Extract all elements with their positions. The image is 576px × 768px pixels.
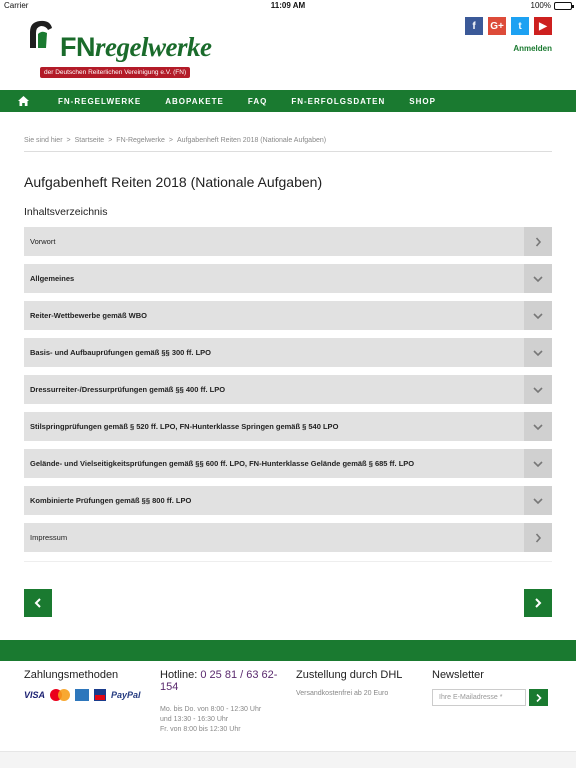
status-time: 11:09 AM: [270, 1, 306, 10]
toc-toggle-button[interactable]: [524, 449, 552, 478]
logo-subtitle: der Deutschen Reiterlichen Vereinigung e.V. (FN): [40, 67, 190, 78]
footer-band: [0, 640, 576, 661]
nav-shop[interactable]: SHOP: [409, 96, 436, 106]
payment-logos: [24, 689, 149, 701]
chevron-down-icon: [533, 311, 543, 321]
toc-item[interactable]: [24, 523, 552, 552]
horse-head-icon: [24, 18, 58, 52]
payment-section: [24, 669, 149, 701]
toc-item[interactable]: [24, 227, 552, 256]
visa-icon: VISA: [24, 690, 46, 700]
chevron-down-icon: [533, 385, 543, 395]
toc-toggle-button[interactable]: [524, 227, 552, 256]
chevron-down-icon: [533, 348, 543, 358]
nav-fn-regelwerke[interactable]: FN-REGELWERKE: [58, 96, 142, 106]
payment-title: Zahlungsmethoden: [24, 669, 119, 681]
newsletter-section: [432, 669, 557, 706]
newsletter-submit-button[interactable]: [529, 689, 548, 706]
hotline-title: Hotline: 0 25 81 / 63 62-154: [160, 669, 278, 693]
toc-item[interactable]: [24, 338, 552, 367]
chevron-down-icon: [533, 274, 543, 284]
breadcrumb-startseite[interactable]: Startseite: [74, 137, 105, 144]
newsletter-title: Newsletter: [432, 669, 484, 681]
newsletter-email-input[interactable]: Ihre E-Mailadresse *: [432, 689, 526, 706]
paypal-icon: PayPal: [111, 690, 141, 700]
toc-toggle-button[interactable]: [524, 338, 552, 367]
toc-item-label: Impressum: [30, 533, 68, 542]
toc-item[interactable]: [24, 449, 552, 478]
toc-accordion: [24, 227, 552, 560]
main-nav: [0, 90, 576, 112]
nav-home[interactable]: [0, 90, 46, 112]
toc-item[interactable]: [24, 301, 552, 330]
breadcrumb-current: Aufgabenheft Reiten 2018 (Nationale Aufgaben): [177, 137, 327, 144]
chevron-down-icon: [533, 459, 543, 469]
mastercard-icon: [50, 689, 70, 701]
nav-faq[interactable]: FAQ: [247, 96, 268, 106]
hotline-hours: Mo. bis Do. von 8:00 - 12:30 Uhr und 13:30 - 16:30 Uhr Fr. von 8:00 bis 12:30 Uhr: [160, 706, 262, 733]
chevron-down-icon: [533, 496, 543, 506]
footer-bottom-strip: [0, 751, 576, 768]
shipping-section: [296, 669, 421, 699]
breadcrumb: [24, 137, 326, 144]
toc-item[interactable]: [24, 264, 552, 293]
nav-abopakete[interactable]: ABOPAKETE: [165, 96, 224, 106]
breadcrumb-separator: >: [168, 137, 174, 144]
toc-toggle-button[interactable]: [524, 301, 552, 330]
battery-indicator: [531, 1, 572, 10]
shipping-text: Versandkostenfrei ab 20 Euro: [296, 690, 389, 697]
toc-toggle-button[interactable]: [524, 412, 552, 441]
hotline-number[interactable]: 0 25 81 / 63 62-154: [160, 669, 278, 693]
toc-item-label: Stilspringprüfungen gemäß § 520 ff. LPO, FN-Hunterklasse Springen gemäß § 540 LPO: [30, 422, 339, 431]
chevron-down-icon: [533, 422, 543, 432]
toc-toggle-button[interactable]: [524, 375, 552, 404]
prev-page-button[interactable]: [24, 589, 52, 617]
nav-fn-erfolgsdaten[interactable]: FN-ERFOLGSDATEN: [291, 96, 386, 106]
toc-toggle-button[interactable]: [524, 264, 552, 293]
toc-item-label: Allgemeines: [30, 274, 75, 283]
youtube-icon[interactable]: ▶: [534, 17, 552, 35]
amex-icon: [75, 689, 89, 701]
toc-toggle-button[interactable]: [524, 523, 552, 552]
chevron-right-icon: [534, 533, 542, 543]
breadcrumb-label: Sie sind hier: [24, 137, 63, 144]
social-links: [465, 17, 552, 35]
toc-item-label: Basis- und Aufbauprüfungen gemäß §§ 300 ff. LPO: [30, 348, 211, 357]
chevron-left-icon: [34, 598, 42, 608]
toc-item-label: Vorwort: [30, 237, 56, 246]
toc-item-label: Reiter-Wettbewerbe gemäß WBO: [30, 311, 147, 320]
facebook-icon[interactable]: f: [465, 17, 483, 35]
site-logo[interactable]: [24, 18, 212, 82]
toc-item-label: Dressurreiter-/Dressurprüfungen gemäß §§ 400 ff. LPO: [30, 385, 226, 394]
battery-icon: [554, 2, 572, 10]
logo-wordmark: FNregelwerke: [60, 32, 212, 62]
page-title: Aufgabenheft Reiten 2018 (Nationale Aufgaben): [24, 174, 323, 190]
breadcrumb-separator: >: [66, 137, 71, 144]
chevron-right-icon: [534, 237, 542, 247]
status-bar: [0, 0, 576, 12]
google-plus-icon[interactable]: G+: [488, 17, 506, 35]
toc-item-label: Kombinierte Prüfungen gemäß §§ 800 ff. LPO: [30, 496, 192, 505]
toc-item[interactable]: [24, 412, 552, 441]
chevron-right-icon: [536, 694, 542, 702]
login-link[interactable]: Anmelden: [513, 44, 552, 53]
site-header: [0, 12, 576, 90]
toc-heading: Inhaltsverzeichnis: [24, 206, 108, 218]
battery-percent: 100%: [530, 1, 551, 10]
divider: [24, 151, 552, 152]
carrier-label: Carrier: [4, 1, 29, 10]
breadcrumb-separator: >: [108, 137, 113, 144]
twitter-icon[interactable]: t: [511, 17, 529, 35]
chevron-right-icon: [534, 598, 542, 608]
toc-item-label: Gelände- und Vielseitigkeitsprüfungen gemäß §§ 600 ff. LPO, FN-Hunterklasse Gelände gemäß § 685 ff. LPO: [30, 459, 415, 468]
divider: [24, 561, 552, 562]
next-page-button[interactable]: [524, 589, 552, 617]
hotline-section: [160, 669, 285, 735]
shipping-title: Zustellung durch DHL: [296, 669, 403, 681]
toc-toggle-button[interactable]: [524, 486, 552, 515]
toc-item[interactable]: [24, 486, 552, 515]
home-icon: [18, 96, 29, 106]
breadcrumb-fn-regelwerke[interactable]: FN-Regelwerke: [116, 137, 165, 144]
toc-item[interactable]: [24, 375, 552, 404]
site-footer: [0, 661, 576, 751]
ec-icon: [94, 689, 106, 701]
